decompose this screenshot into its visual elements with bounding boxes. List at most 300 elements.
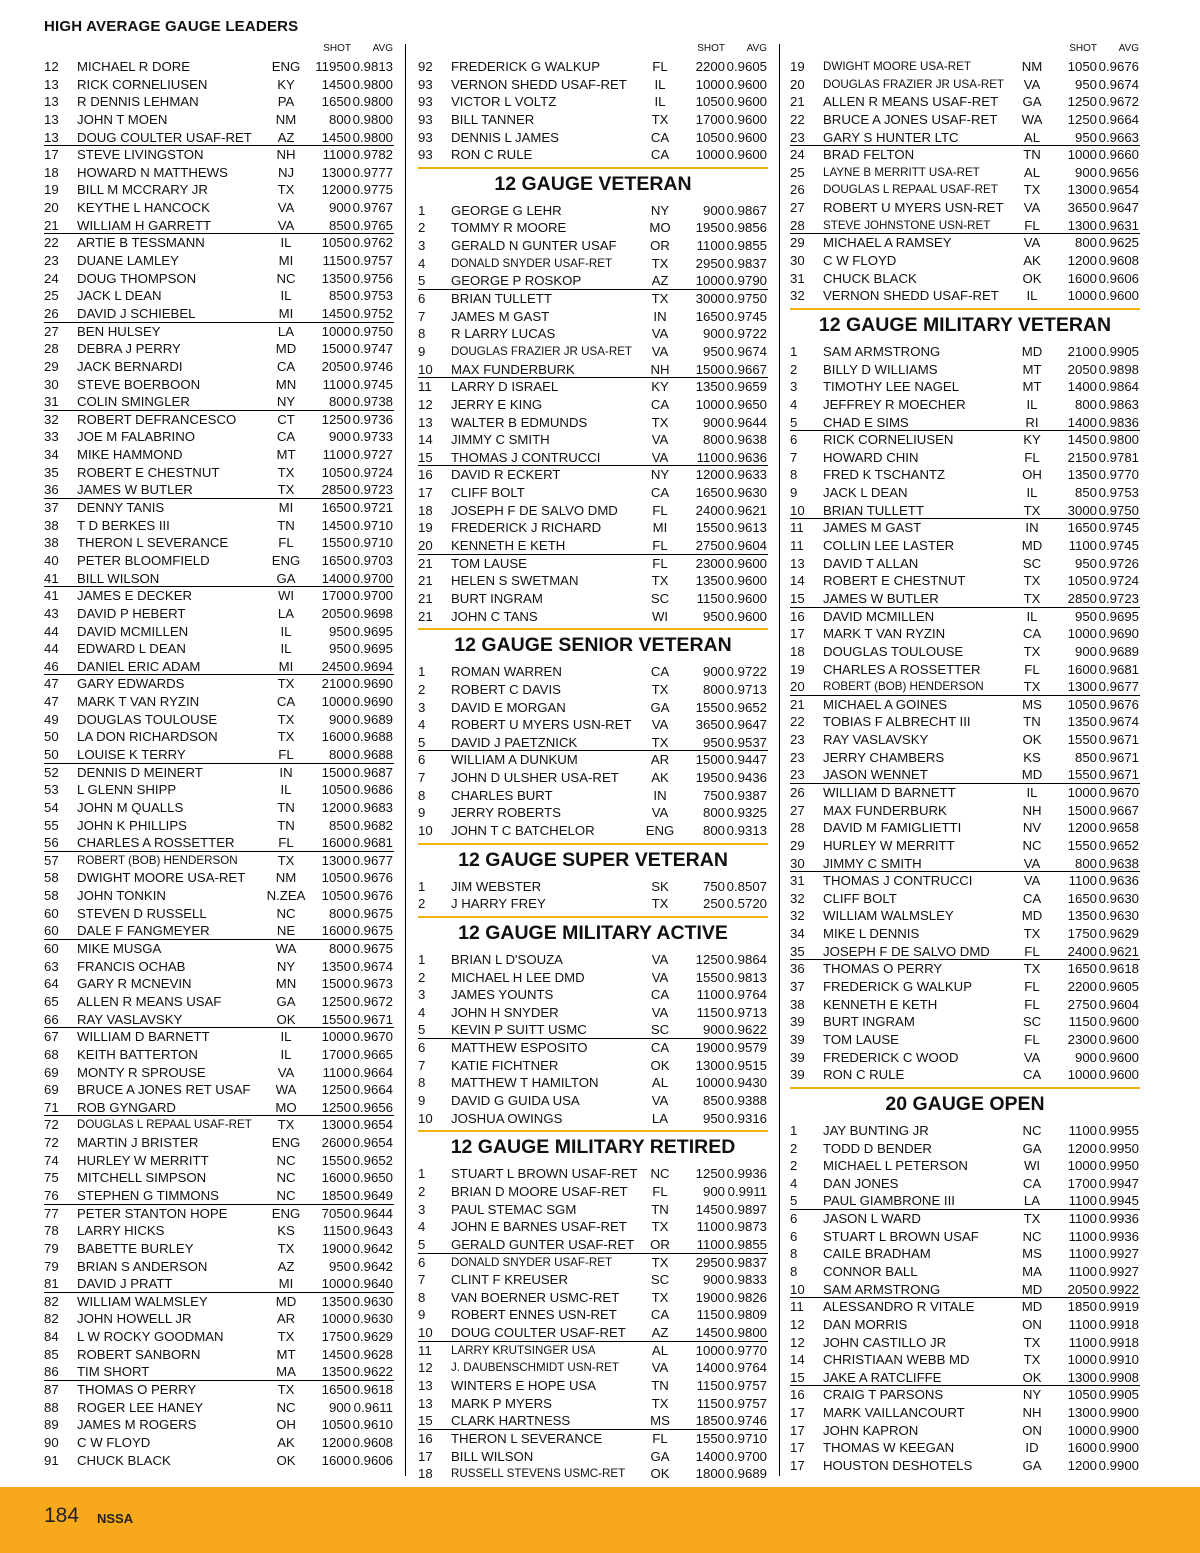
average: 0.9652 [1098,837,1139,853]
state: ENG [271,1135,301,1151]
shooter-name: TOM LAUSE [451,555,527,571]
table-row [44,411,394,429]
state: CA [650,129,670,145]
shot-count: 1700 [1067,1175,1097,1191]
shooter-name: JOHN K PHILLIPS [77,817,187,833]
rank: 18 [418,502,433,518]
rank: 11 [418,1342,432,1358]
state: TX [277,711,295,727]
table-row [790,1122,1140,1140]
state: WA [275,941,297,957]
average: 0.9757 [352,253,393,269]
rank: 41 [44,588,59,604]
table-row [418,1236,768,1254]
average: 0.9676 [352,888,393,904]
average: 0.9606 [1098,270,1139,286]
shooter-name: MITCHELL SIMPSON [77,1170,207,1186]
table-row [418,1412,768,1430]
shot-count: 1100 [322,1064,351,1080]
state: SC [650,1272,670,1288]
shooter-name: LOUISE K TERRY [77,746,186,762]
table-row [418,484,768,502]
shot-count: 2850 [1067,590,1097,606]
shot-count: 1350 [1067,467,1097,483]
table-row [418,255,768,273]
shooter-name: DEBRA J PERRY [77,341,181,357]
state: IN [1025,520,1039,536]
rank: 41 [44,570,59,586]
state: ON [1022,1422,1042,1438]
table-row [44,975,394,993]
shot-count: 1600 [321,1452,351,1468]
shot-count: 900 [328,429,351,445]
shot-count: 1200 [1067,1458,1097,1474]
rank: 87 [44,1382,59,1398]
table-row [790,1386,1140,1404]
average: 0.9745 [352,376,393,392]
shot-count: 1200 [695,467,725,483]
table-row [44,887,394,905]
average: 0.9698 [352,605,393,621]
rank: 12 [418,396,433,412]
state: TX [277,464,295,480]
shot-count: 1050 [321,464,351,480]
table-row [790,766,1140,784]
table-row [790,1298,1140,1316]
shooter-name: DAVID M FAMIGLIETTI [823,820,962,836]
rank: 10 [790,502,805,518]
state: KY [1023,432,1041,448]
shot-count: 1500 [1067,802,1097,818]
shooter-name: STEPHEN G TIMMONS [77,1188,219,1203]
rank: 47 [44,676,59,692]
state: NH [276,147,296,163]
table-row [418,951,768,969]
state: AL [1023,129,1041,145]
shooter-name: KATIE FICHTNER [451,1057,559,1073]
table-row [44,922,394,940]
state: FL [652,502,668,518]
shot-count: 1100 [322,376,351,392]
table-row [44,869,394,887]
table-row [418,1183,768,1201]
rank: 34 [44,447,59,463]
rank: 3 [418,1201,426,1217]
shooter-name: CHARLES BURT [451,787,553,803]
shooter-name: LARRY HICKS [77,1223,165,1239]
table-row [418,1324,768,1342]
rank: 37 [44,500,59,516]
average: 0.9722 [726,326,767,342]
average: 0.9325 [726,805,767,821]
state: VA [1023,200,1041,216]
rank: 5 [418,273,426,289]
average: 0.9770 [1098,467,1139,483]
shot-count: 1250 [1067,94,1097,110]
state: MO [649,220,671,236]
shooter-name: KEVIN P SUITT USMC [451,1022,587,1038]
shot-count: 2850 [321,482,351,498]
shooter-name: JOE M FALABRINO [77,429,195,445]
table-row [790,270,1140,288]
table-row [44,1258,394,1276]
state: ENG [271,552,301,568]
average: 0.9873 [726,1219,767,1235]
state: IN [653,787,667,803]
state: OK [276,1011,296,1027]
avg-header: AVG [746,43,767,54]
rank: 32 [790,288,805,304]
state: CA [276,694,296,710]
shot-count: 1450 [321,517,351,533]
average: 0.9605 [726,59,767,74]
average: 0.9676 [352,870,393,886]
table-row [418,129,768,147]
average: 0.9864 [1098,379,1139,395]
state: OK [650,1466,670,1482]
shot-count: 1250 [321,1099,351,1115]
shot-count: 950 [702,608,725,624]
shooter-name: GARY R MCNEVIN [77,976,192,992]
state: MT [276,447,296,463]
average: 0.9855 [726,1236,767,1252]
rank: 10 [418,822,433,838]
shot-count: 900 [328,1399,351,1415]
rank: 18 [418,1466,433,1482]
average: 0.9630 [352,1293,393,1309]
rank: 25 [790,164,805,180]
rank: 49 [44,711,59,727]
state: CA [650,1040,670,1056]
state: VA [651,951,669,967]
shot-count: 1000 [1067,784,1097,800]
state: AK [277,1434,295,1450]
shot-count: 1200 [321,1434,351,1450]
table-row [418,878,768,896]
shooter-name: PAUL STEMAC SGM [451,1201,577,1217]
state: MA [1022,1264,1042,1279]
column-header [418,41,768,58]
rank: 4 [790,396,798,412]
shot-count: 1950 [695,770,725,786]
rank: 82 [44,1311,59,1327]
rank: 20 [790,76,805,92]
average: 0.9656 [352,1099,393,1115]
rank: 40 [44,552,59,568]
shot-count: 1000 [695,273,725,289]
table-row [44,164,394,182]
shooter-name: JOHN CASTILLO JR [823,1334,947,1350]
shooter-name: DAN JONES [823,1175,899,1191]
average: 0.9726 [1098,555,1139,571]
state: MI [278,658,294,674]
shooter-name: J. DAUBENSCHMIDT USN-RET [451,1361,619,1375]
shot-count: 1200 [1067,1140,1097,1156]
table-row [44,1081,394,1099]
state: MN [275,376,297,392]
average: 0.9631 [1098,217,1139,233]
shot-count: 1450 [321,1346,351,1362]
rank: 39 [790,1014,805,1030]
rank: 12 [790,1316,805,1332]
shooter-name: DOUGLAS TOULOUSE [77,711,218,727]
table-row [418,572,768,590]
shooter-name: BILL WILSON [77,570,160,586]
state: MI [278,305,294,321]
shooter-name: TOBIAS F ALBRECHT III [823,714,971,730]
rank: 2 [418,220,426,236]
shot-count: 1000 [321,1029,351,1045]
shooter-name: CLIFF BOLT [823,890,897,906]
shooter-name: JOHN D ULSHER USA-RET [451,770,619,786]
average: 0.9600 [726,129,767,145]
shot-count: 1900 [695,1040,725,1056]
average: 0.9316 [726,1110,767,1126]
average: 0.9727 [352,447,393,463]
average: 0.9656 [1098,164,1139,180]
state: TX [1023,590,1041,606]
state: MD [1021,1299,1043,1315]
average: 0.9647 [726,717,767,733]
average: 0.9600 [726,590,767,606]
state: NC [1022,1228,1042,1244]
shooter-name: C W FLOYD [77,1434,151,1450]
state: FL [278,746,294,762]
table-row [44,958,394,976]
table-row [790,872,1140,890]
state: MT [1022,361,1042,377]
rank: 26 [790,182,805,198]
rank: 47 [44,694,59,710]
shot-count: 1250 [1067,111,1097,127]
average: 0.9671 [1098,749,1139,765]
shot-count: 1500 [321,764,351,780]
table-row [44,1381,394,1399]
average: 0.9898 [1098,361,1139,377]
shooter-name: MIKE L DENNIS [823,926,920,942]
state: MS [1022,1246,1042,1262]
table-row [790,907,1140,925]
section-title: 12 GAUGE SUPER VETERAN [418,843,768,878]
rank: 2 [790,1158,798,1174]
rank: 58 [44,870,59,886]
rank: 39 [790,1067,805,1083]
state: GA [276,570,296,586]
state: OK [1022,270,1042,286]
rank: 21 [44,217,59,233]
table-row [790,678,1140,696]
rank: 77 [44,1205,59,1221]
rank: 13 [44,94,59,110]
rank: 6 [790,1228,798,1244]
shot-count: 1650 [695,308,725,324]
rank: 14 [790,1352,805,1368]
state: TX [651,414,669,430]
state: NY [650,202,670,218]
table-row [44,376,394,394]
average: 0.9674 [1098,714,1139,730]
state: OR [650,1236,670,1252]
rank: 26 [790,784,805,800]
rank: 84 [44,1329,59,1345]
average: 0.9747 [352,341,393,357]
average: 0.9681 [352,835,393,851]
rank: 65 [44,993,59,1009]
table-row [418,1092,768,1110]
rank: 8 [418,787,426,803]
table-row [44,287,394,305]
shooter-name: BRIAN D MOORE USAF-RET [451,1183,628,1199]
shooter-name: DALE F FANGMEYER [77,923,210,939]
table-row [418,1271,768,1289]
shooter-name: C W FLOYD [823,253,897,269]
state: NH [650,361,670,377]
average: 0.9745 [1098,538,1139,554]
table-row [790,164,1140,182]
state: CA [1022,1175,1042,1191]
table-row [418,414,768,432]
rank: 50 [44,729,59,745]
average: 0.9663 [1098,129,1139,145]
shot-count: 1900 [695,1289,725,1305]
rank: 11 [790,1299,804,1315]
table-row [790,1031,1140,1049]
state: CA [650,1307,670,1323]
average: 0.9579 [726,1040,767,1056]
shot-count: 1300 [1067,217,1097,233]
table-row [44,817,394,835]
shooter-name: CHRISTIAAN WEBB MD [823,1352,970,1368]
rank: 24 [790,147,805,163]
average: 0.9604 [726,538,767,554]
table-row [44,658,394,676]
table-row [418,1289,768,1307]
shooter-name: PAUL GIAMBRONE III [823,1193,955,1209]
average: 0.9750 [726,291,767,307]
shot-count: 3000 [695,291,725,307]
rank: 27 [790,200,805,216]
state: AZ [651,1325,669,1341]
shooter-name: RICK CORNELIUSEN [77,76,208,92]
rank: 26 [44,305,59,321]
state: VA [651,1004,669,1020]
shooter-name: JAMES YOUNTS [451,987,554,1003]
rank: 19 [44,182,59,198]
table-row [44,940,394,958]
table-row [44,111,394,129]
section-title: 12 GAUGE MILITARY RETIRED [418,1130,768,1165]
rank: 13 [418,1395,433,1411]
table-row [44,623,394,641]
rank: 21 [418,608,433,624]
shooter-name: JOHN TONKIN [77,888,166,904]
state: AR [650,752,670,768]
shooter-name: BABETTE BURLEY [77,1240,194,1256]
average: 0.9690 [352,694,393,710]
shot-count: 950 [1074,76,1097,92]
shooter-name: JIM WEBSTER [451,878,542,894]
state: FL [1024,996,1040,1012]
table-row [790,572,1140,590]
shooter-name: THOMAS J CONTRUCCI [823,873,973,889]
average: 0.9733 [352,429,393,445]
average: 0.9800 [352,94,393,110]
table-row [790,343,1140,361]
average: 0.9837 [726,1254,767,1270]
shot-count: 850 [328,288,351,304]
average: 0.9313 [726,822,767,838]
rank: 30 [790,253,805,269]
state: NC [650,1166,670,1182]
state: IL [1026,396,1038,412]
state: ENG [645,822,675,838]
rank: 86 [44,1364,59,1380]
shot-count: 1250 [321,411,351,427]
shooter-name: THERON L SEVERANCE [77,535,229,551]
state: TN [277,817,295,833]
shot-count: 1300 [695,1057,725,1073]
average: 0.9671 [1098,767,1139,783]
shot-count: 900 [1074,164,1097,180]
shooter-name: ROGER LEE HANEY [77,1399,204,1415]
average: 0.9947 [1098,1175,1139,1191]
table-row [790,146,1140,164]
shot-count: 800 [702,681,725,697]
rank: 17 [790,626,805,642]
average: 0.9775 [352,182,393,198]
rank: 67 [44,1029,59,1045]
state: KS [277,1223,295,1239]
shot-count: 1550 [1067,732,1097,748]
shot-count: 2950 [695,255,725,271]
average: 0.9767 [352,200,393,216]
shot-count: 3650 [695,717,725,733]
average: 0.9621 [1098,943,1139,959]
state: VA [651,449,669,465]
state: MI [278,1276,294,1292]
average: 0.9628 [352,1346,393,1362]
average: 0.9682 [352,817,393,833]
average: 0.9622 [726,1022,767,1038]
table-row [790,287,1140,305]
rank: 13 [44,111,59,127]
shooter-name: KENNETH E KETH [451,538,566,554]
average: 0.9908 [1098,1369,1139,1385]
shot-count: 1100 [1068,1264,1097,1279]
shooter-name: DWIGHT MOORE USA-RET [77,870,246,886]
average: 0.9813 [352,59,393,74]
rank: 5 [418,734,426,750]
average: 0.9723 [1098,590,1139,606]
table-row [44,252,394,270]
table-row [44,146,394,164]
shot-count: 2400 [695,502,725,518]
state: IL [280,1029,292,1045]
state: TX [651,896,669,912]
average: 0.9753 [1098,485,1139,501]
rank: 93 [418,111,433,127]
shot-count: 1100 [1068,538,1097,554]
state: WI [651,608,669,624]
shot-count: 900 [702,664,725,680]
rank: 6 [418,1254,426,1270]
average: 0.9676 [1098,59,1139,74]
shot-count: 1050 [321,235,351,251]
average: 0.9642 [352,1240,393,1256]
shot-count: 2100 [321,676,351,692]
average: 0.5720 [726,896,767,912]
shooter-name: LA DON RICHARDSON [77,729,218,745]
